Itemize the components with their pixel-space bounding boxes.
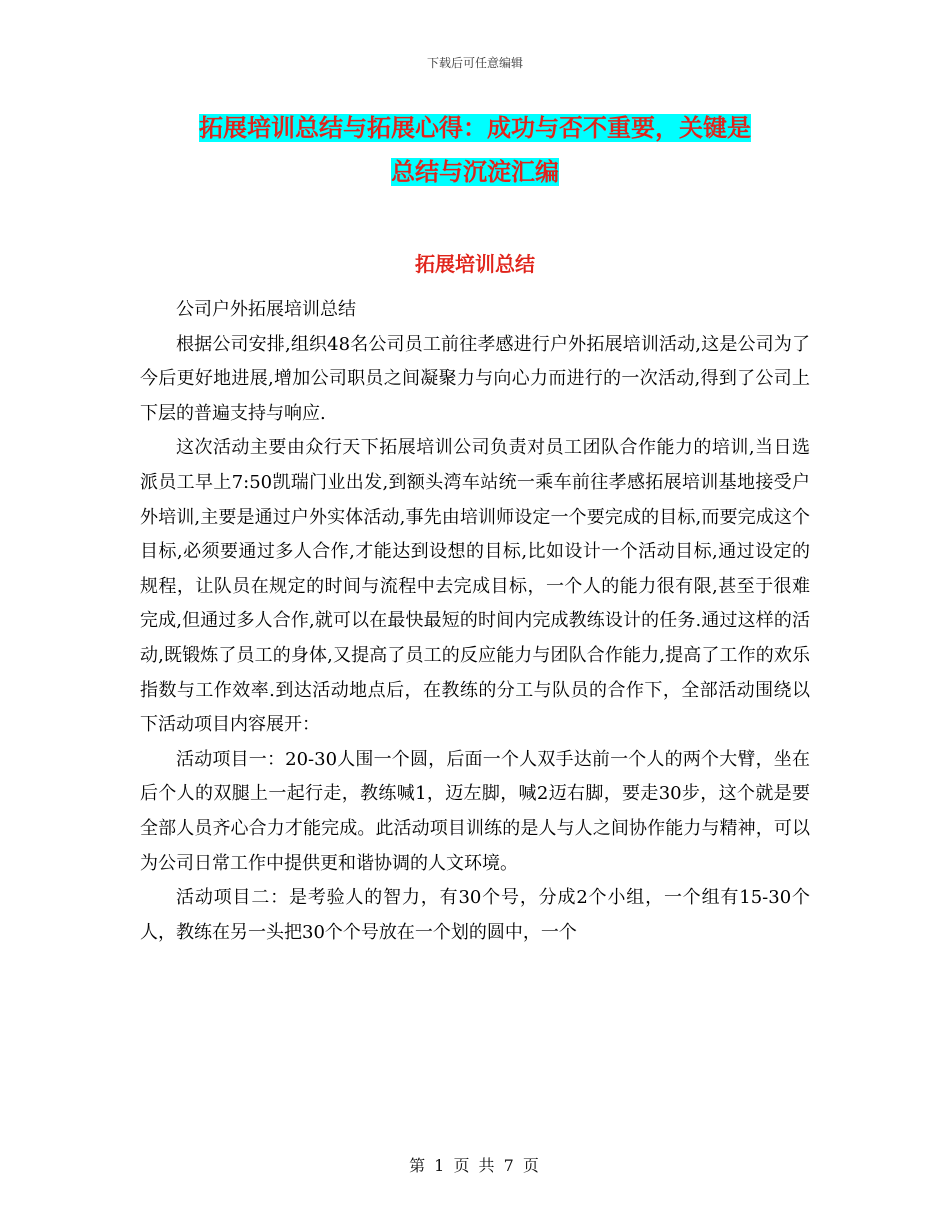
title-line-2: 总结与沉淀汇编 (391, 158, 559, 186)
body-text (140, 293, 810, 950)
section-title: 拓展培训总结 (415, 252, 535, 276)
header-note: 下载后可任意编辑 (426, 56, 523, 70)
page-footer: 第 1 页 共 7 页 (409, 1156, 541, 1175)
paragraph: 公司户外拓展培训总结 (176, 299, 356, 320)
paragraph: 活动项目二：是考验人的智力，有30个号，分成2个小组，一个组有15-30个人，教练在另一头把30个个号放在一个划的圆中，一个 (140, 887, 810, 943)
paragraph: 活动项目一：20-30人围一个圆，后面一个人双手达前一个人的两个大臂，坐在后个人的双腿上一起行走，教练喊1，迈左脚，喊2迈右脚，要走30步，这个就是要全部人员齐心合力才能完成。此活动项目训练的是人与人之间协作能力与精神，可以为公司日常工作中提供更和谐协调的人文环境。 (140, 748, 810, 874)
paragraph: 根据公司安排,组织48名公司员工前往孝感进行户外拓展培训活动,这是公司为了今后更好地进展,增加公司职员之间凝聚力与向心力而进行的一次活动,得到了公司上下层的普遍支持与响应. (140, 333, 810, 424)
title-line-1: 拓展培训总结与拓展心得：成功与否不重要，关键是 (199, 114, 751, 142)
document-title (140, 106, 810, 194)
paragraph: 这次活动主要由众行天下拓展培训公司负责对员工团队合作能力的培训,当日选派员工早上7:50凯瑞门业出发,到额头湾车站统一乘车前往孝感拓展培训基地接受户外培训,主要是通过户外实体活动,事先由培训师设定一个要完成的目标,而要完成这个目标,必须要通过多人合作,才能达到设想的目标,比如设计一个活动目标,通过设定的规程，让队员在规定的时间与流程中去完成目标，一个人的能力很有限,甚至于很难完成,但通过多人合作,就可以在最快最短的时间内完成教练设计的任务.通过这样的活动,既锻炼了员工的身体,又提高了员工的反应能力与团队合作能力,提高了工作的欢乐指数与工作效率.到达活动地点后，在教练的分工与队员的合作下，全部活动围绕以下活动项目内容展开： (140, 437, 810, 736)
